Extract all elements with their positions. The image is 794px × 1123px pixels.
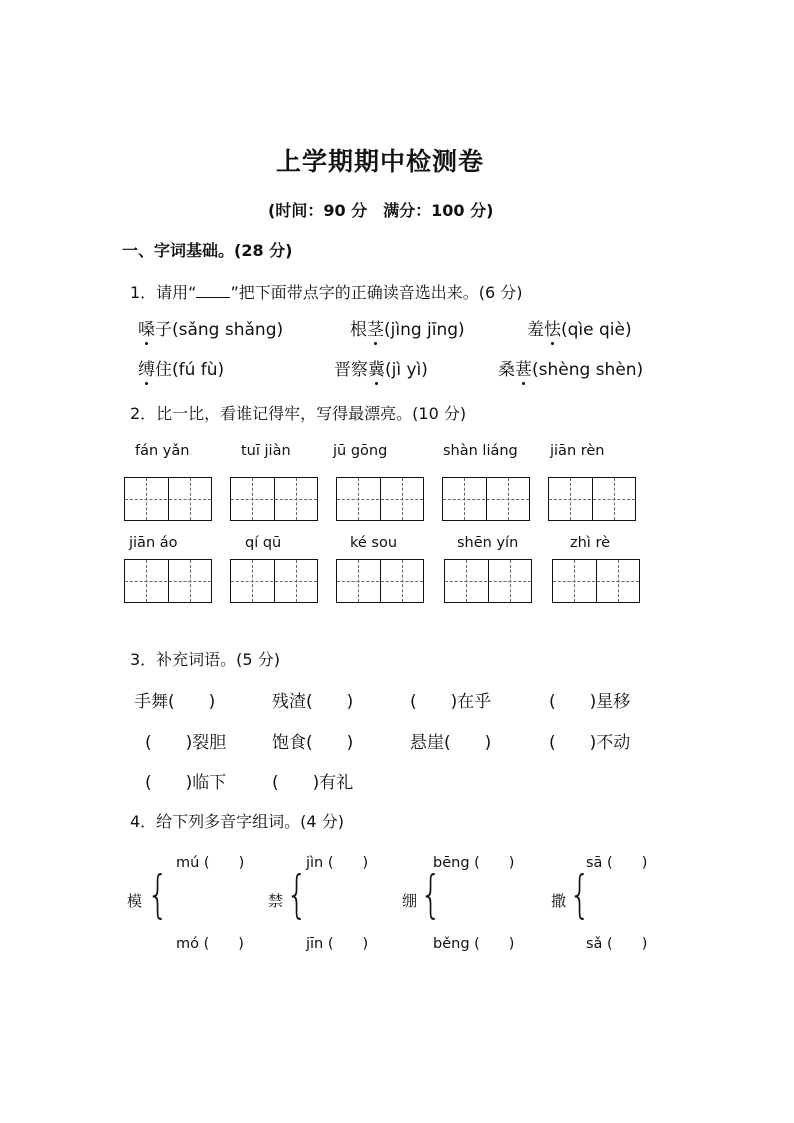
question-1-label (130, 280, 523, 303)
pinyin-label: jiān rèn (550, 443, 605, 459)
writing-grid[interactable] (336, 559, 424, 603)
pinyin-item (350, 315, 465, 340)
question-1-prefix: 1．请用“ (130, 283, 197, 302)
polyphone-char: 禁 (268, 892, 284, 910)
idiom-blank[interactable]: ( )不动 (549, 733, 631, 753)
char: 根 (350, 320, 367, 340)
answer-blank-sample (196, 283, 230, 298)
idiom-blank[interactable]: ( )裂胆 (145, 733, 227, 753)
pinyin-label: fán yǎn (135, 443, 190, 459)
char: 晋察 (334, 360, 368, 380)
writing-grid[interactable] (336, 477, 424, 521)
brace-icon: { (420, 865, 442, 925)
brace-icon: { (147, 865, 169, 925)
writing-grid[interactable] (552, 559, 640, 603)
pinyin-item (334, 355, 428, 380)
idiom-blank[interactable]: ( )在乎 (410, 692, 492, 712)
writing-grid[interactable] (444, 559, 532, 603)
pinyin-options: (qìe qiè) (561, 320, 632, 340)
pinyin-item (527, 315, 632, 340)
dotted-char: 冀 (368, 355, 385, 380)
writing-grid[interactable] (442, 477, 530, 521)
writing-grid[interactable] (548, 477, 636, 521)
polyphone-char: 绷 (402, 892, 418, 910)
writing-grid[interactable] (124, 559, 212, 603)
dotted-char: 怯 (544, 315, 561, 340)
pinyin-item (138, 315, 283, 340)
pinyin-label: shēn yín (457, 535, 519, 551)
dotted-char: 缚 (138, 355, 155, 380)
pinyin-options: (fú fù) (172, 360, 225, 380)
pinyin-options: (jìng jīng) (384, 320, 465, 340)
pinyin-label: tuī jiàn (241, 443, 291, 459)
polyphone-char: 模 (127, 892, 143, 910)
pinyin-item (138, 355, 224, 380)
pinyin-options: (sǎng shǎng) (172, 320, 284, 340)
section-heading: 一、字词基础。(28 分) (122, 241, 293, 260)
question-1-suffix: ”把下面带点字的正确读音选出来。(6 分) (230, 283, 523, 302)
pinyin-label: ké sou (350, 535, 398, 551)
brace-icon: { (286, 865, 308, 925)
brace-icon: { (569, 865, 591, 925)
polyphone-char: 撒 (551, 892, 567, 910)
page-title: 上学期期中检测卷 (276, 147, 485, 176)
idiom-blank[interactable]: 饱食( ) (272, 733, 354, 753)
pinyin-label: shàn liáng (443, 443, 518, 459)
idiom-blank[interactable]: 手舞( ) (134, 692, 216, 712)
pinyin-label: zhì rè (570, 535, 611, 551)
polyphone-blank[interactable]: mú ( ) (176, 855, 245, 871)
polyphone-blank[interactable]: jīn ( ) (306, 936, 369, 952)
polyphone-blank[interactable]: jìn ( ) (306, 855, 369, 871)
polyphone-blank[interactable]: běng ( ) (433, 936, 515, 952)
char: 住 (155, 360, 172, 380)
dotted-char: 葚 (515, 355, 532, 380)
idiom-blank[interactable]: ( )星移 (549, 692, 631, 712)
idiom-blank[interactable]: 残渣( ) (272, 692, 354, 712)
exam-info: (时间：90 分 满分：100 分) (268, 201, 494, 220)
writing-grid[interactable] (230, 477, 318, 521)
char: 桑 (498, 360, 515, 380)
pinyin-options: (shèng shèn) (532, 360, 644, 380)
question-4-label: 4．给下列多音字组词。(4 分) (130, 812, 344, 831)
char: 羞 (527, 320, 544, 340)
polyphone-blank[interactable]: sā ( ) (586, 855, 648, 871)
pinyin-label: jiān áo (129, 535, 178, 551)
idiom-blank[interactable]: 悬崖( ) (410, 733, 492, 753)
idiom-blank[interactable]: ( )有礼 (272, 773, 354, 793)
pinyin-item (498, 355, 643, 380)
pinyin-label: qí qū (245, 535, 282, 551)
question-2-label: 2．比一比，看谁记得牢，写得最漂亮。(10 分) (130, 404, 467, 423)
question-3-label: 3．补充词语。(5 分) (130, 650, 280, 669)
writing-grid[interactable] (230, 559, 318, 603)
char: 子 (155, 320, 172, 340)
pinyin-label: jū gōng (333, 443, 388, 459)
pinyin-options: (jì yì) (385, 360, 428, 380)
dotted-char: 嗓 (138, 315, 155, 340)
polyphone-blank[interactable]: bēng ( ) (433, 855, 515, 871)
idiom-blank[interactable]: ( )临下 (145, 773, 227, 793)
polyphone-blank[interactable]: mó ( ) (176, 936, 244, 952)
polyphone-blank[interactable]: sǎ ( ) (586, 936, 648, 952)
writing-grid[interactable] (124, 477, 212, 521)
dotted-char: 茎 (367, 315, 384, 340)
